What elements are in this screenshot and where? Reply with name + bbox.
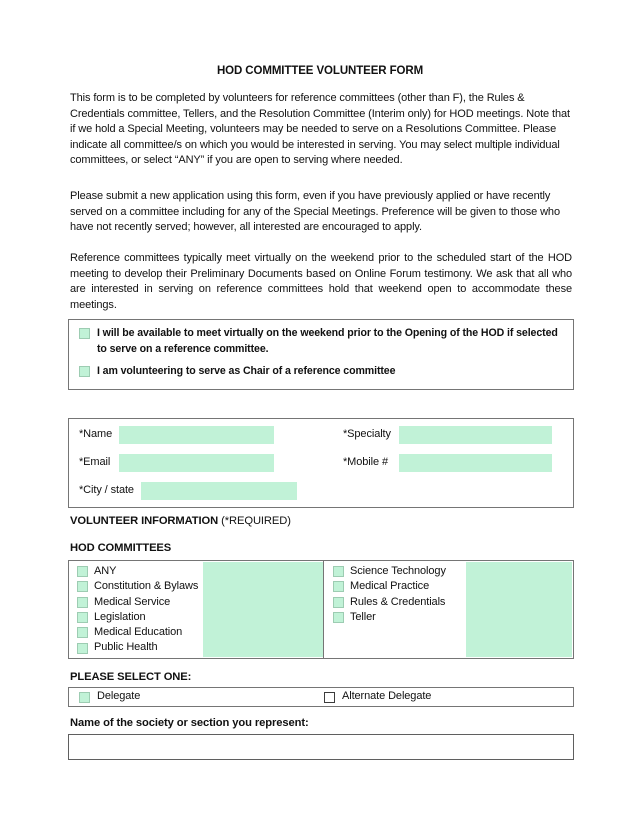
- volunteer-info-box: [68, 418, 574, 508]
- committee-item: [77, 625, 323, 640]
- city-state-input[interactable]: [141, 482, 297, 500]
- specialty-label: *Specialty: [343, 428, 391, 441]
- committee-label: Teller: [350, 610, 376, 623]
- email-input[interactable]: [119, 454, 274, 472]
- name-input[interactable]: [119, 426, 274, 444]
- society-input[interactable]: [68, 734, 574, 760]
- mobile-label: *Mobile #: [343, 456, 388, 469]
- delegate-label: Delegate: [97, 690, 141, 703]
- committee-item: [77, 564, 323, 579]
- committee-medical-service-checkbox[interactable]: [77, 597, 88, 608]
- committees-table: [68, 560, 574, 659]
- specialty-input[interactable]: [399, 426, 552, 444]
- availability-box: [68, 319, 574, 390]
- alternate-delegate-checkbox[interactable]: [324, 692, 335, 703]
- committee-label: Medical Practice: [350, 580, 430, 593]
- committee-item: [333, 579, 573, 594]
- alternate-delegate-option: [324, 689, 431, 705]
- society-heading: Name of the society or section you represent:: [70, 717, 309, 729]
- committee-item: [77, 640, 323, 655]
- committee-medical-education-checkbox[interactable]: [77, 627, 88, 638]
- availability-chair-checkbox[interactable]: [79, 366, 90, 377]
- availability-weekend-label: I will be available to meet virtually on the weekend prior to the Opening of the HOD if selected to serve on a reference committee.: [97, 327, 558, 355]
- availability-chair-label: I am volunteering to serve as Chair of a reference committee: [97, 365, 396, 377]
- committees-left-cell: [69, 561, 323, 658]
- committee-constitution-checkbox[interactable]: [77, 581, 88, 592]
- committee-item: [333, 595, 573, 610]
- availability-option-chair: [79, 364, 565, 380]
- committee-item: [77, 610, 323, 625]
- email-label: *Email: [79, 456, 111, 469]
- committee-item: [77, 579, 323, 594]
- volunteer-information-title: VOLUNTEER INFORMATION: [70, 515, 219, 527]
- required-note: (*REQUIRED): [221, 515, 291, 527]
- committee-rules-credentials-checkbox[interactable]: [333, 597, 344, 608]
- availability-option-weekend: [79, 326, 565, 357]
- committee-teller-checkbox[interactable]: [333, 612, 344, 623]
- committee-item: [333, 610, 573, 625]
- select-one-row: [68, 687, 574, 707]
- committee-label: ANY: [94, 564, 117, 577]
- page-title: HOD COMMITTEE VOLUNTEER FORM: [216, 65, 424, 77]
- form-row-1: [69, 426, 573, 444]
- delegate-option: [69, 689, 324, 705]
- intro-paragraph: This form is to be completed by volunteers for reference committees (other than F), the Rules & Credentials committee, Tellers, and the Resolution Committee (Interim only) for HOD meetings. Note that if we hold a Special Meeting, volunteers may be needed to serve on a Resolutions Committee. Please indicate all committee/s on which you would be interested in serving. You may select multiple individual committees, or select “ANY” if you are open to serving where needed.: [70, 92, 570, 166]
- form-row-3: [69, 482, 573, 500]
- delegate-checkbox[interactable]: [79, 692, 90, 703]
- committee-public-health-checkbox[interactable]: [77, 643, 88, 654]
- reference-paragraph: Reference committees typically meet virtually on the weekend prior to the scheduled start of the HOD meeting to develop their Preliminary Documents based on Online Forum testimony. We ask that all who are interested in serving on reference committees hold that weekend open to accommodate these meetings.: [70, 252, 572, 311]
- volunteer-information-heading: [70, 514, 291, 530]
- committee-item: [77, 595, 323, 610]
- availability-weekend-checkbox[interactable]: [79, 328, 90, 339]
- committee-science-technology-checkbox[interactable]: [333, 566, 344, 577]
- committee-label: Science Technology: [350, 564, 446, 577]
- hod-committees-heading: HOD COMMITTEES: [70, 542, 172, 554]
- committee-label: Constitution & Bylaws: [94, 580, 199, 593]
- committee-label: Medical Education: [94, 626, 183, 639]
- committee-item: [333, 564, 573, 579]
- mobile-input[interactable]: [399, 454, 552, 472]
- please-select-heading: PLEASE SELECT ONE:: [70, 671, 192, 683]
- alternate-delegate-label: Alternate Delegate: [342, 690, 432, 703]
- committee-legislation-checkbox[interactable]: [77, 612, 88, 623]
- city-state-label: *City / state: [79, 484, 134, 497]
- committee-label: Medical Service: [94, 595, 171, 608]
- committee-label: Rules & Credentials: [350, 595, 446, 608]
- committee-medical-practice-checkbox[interactable]: [333, 581, 344, 592]
- committees-right-cell: [323, 561, 573, 658]
- committee-label: Public Health: [94, 641, 158, 654]
- committee-label: Legislation: [94, 610, 146, 623]
- name-label: *Name: [79, 428, 113, 441]
- form-row-2: [69, 454, 573, 472]
- committee-any-checkbox[interactable]: [77, 566, 88, 577]
- submit-paragraph: Please submit a new application using this form, even if you have previously applied or have recently served on a committee including for any of the Special Meetings. Preference will be given to those who have not recently served; however, all interested are encouraged to apply.: [70, 190, 560, 233]
